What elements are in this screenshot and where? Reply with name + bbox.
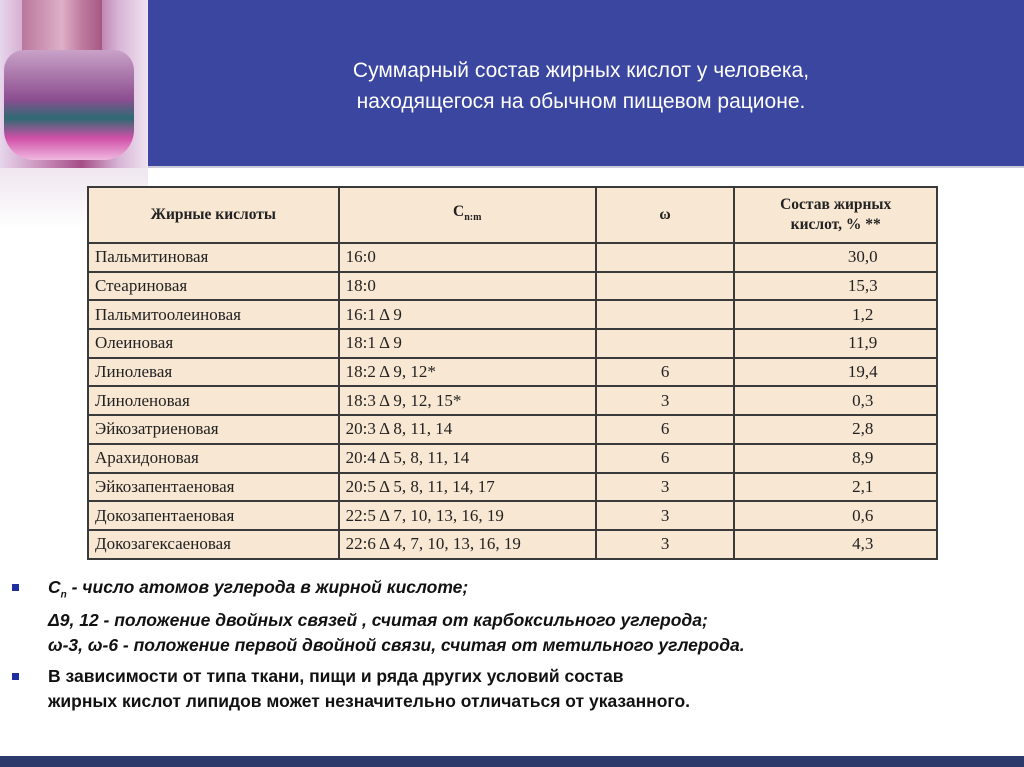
cell-acid-name: Пальмитоолеиновая	[88, 300, 339, 329]
table-row	[88, 300, 937, 329]
header-c: $C_{n:m}$	[339, 187, 596, 243]
cell-composition: 2,8	[734, 415, 937, 444]
cell-composition: 0,3	[734, 386, 937, 415]
cell-composition: 1,2	[734, 300, 937, 329]
table-header-row	[88, 187, 937, 243]
cell-acid-name: Линолевая	[88, 358, 339, 387]
cell-omega: 3	[596, 386, 735, 415]
cell-omega: 3	[596, 501, 735, 530]
flask-image	[0, 0, 148, 168]
cell-omega	[596, 329, 735, 358]
cell-omega: 6	[596, 444, 735, 473]
cell-omega: 3	[596, 530, 735, 559]
cell-composition: 19,4	[734, 358, 937, 387]
cell-c: 16:0	[339, 243, 596, 272]
footer-bar	[0, 756, 1024, 767]
cell-composition: 2,1	[734, 473, 937, 502]
bullet-square-icon	[12, 673, 19, 680]
cell-omega: 6	[596, 415, 735, 444]
table-row	[88, 473, 937, 502]
note-bullet-2: В зависимости от типа ткани, пищи и ряда других условий состав жирных кислот липидов может незначительно отличаться от указанного.	[8, 664, 1008, 714]
cell-c: 20:4 Δ 5, 8, 11, 14	[339, 444, 596, 473]
cell-composition: 8,9	[734, 444, 937, 473]
table-row	[88, 415, 937, 444]
title-line-1: Суммарный состав жирных кислот у человека,	[352, 59, 810, 82]
title-line-2: находящегося на обычном пищевом рационе.	[356, 90, 806, 113]
cell-acid-name: Эйкозапентаеновая	[88, 473, 339, 502]
table-row	[88, 272, 937, 301]
cell-composition: 4,3	[734, 530, 937, 559]
cell-acid-name: Эйкозатриеновая	[88, 415, 339, 444]
table-row	[88, 386, 937, 415]
header-omega: ω	[596, 187, 735, 243]
slide-title	[148, 55, 1024, 117]
table-row	[88, 444, 937, 473]
cell-c: 18:3 Δ 9, 12, 15*	[339, 386, 596, 415]
table-row	[88, 530, 937, 559]
title-banner	[148, 0, 1024, 168]
table-row	[88, 243, 937, 272]
cell-c: 22:5 Δ 7, 10, 13, 16, 19	[339, 501, 596, 530]
cell-acid-name: Докозапентаеновая	[88, 501, 339, 530]
cell-acid-name: Олеиновая	[88, 329, 339, 358]
cell-acid-name: Докозагексаеновая	[88, 530, 339, 559]
cell-omega	[596, 243, 735, 272]
header-acid: Жирные кислоты	[88, 187, 339, 243]
fatty-acids-table	[87, 186, 938, 560]
cell-omega: 3	[596, 473, 735, 502]
cell-c: 18:1 Δ 9	[339, 329, 596, 358]
cell-acid-name: Линоленовая	[88, 386, 339, 415]
note-bullet-1: $C_n$ - число атомов углерода в жирной кислоте; Δ9, 12 - положение двойных связей , считая от карбоксильного углерода; ω-3, ω-6 - положение первой двойной связи, считая от метильного углерода.	[8, 575, 1008, 658]
cell-c: 16:1 Δ 9	[339, 300, 596, 329]
bullet-square-icon	[12, 584, 19, 591]
table-row	[88, 358, 937, 387]
notes-list	[8, 575, 1008, 720]
cell-composition: 11,9	[734, 329, 937, 358]
cell-acid-name: Арахидоновая	[88, 444, 339, 473]
table-row	[88, 501, 937, 530]
cell-omega	[596, 272, 735, 301]
cell-acid-name: Пальмитиновая	[88, 243, 339, 272]
cell-composition: 30,0	[734, 243, 937, 272]
table-row	[88, 329, 937, 358]
cell-acid-name: Стеариновая	[88, 272, 339, 301]
cell-composition: 15,3	[734, 272, 937, 301]
cell-c: 18:2 Δ 9, 12*	[339, 358, 596, 387]
cell-c: 20:5 Δ 5, 8, 11, 14, 17	[339, 473, 596, 502]
cell-c: 20:3 Δ 8, 11, 14	[339, 415, 596, 444]
header-composition: Состав жирных кислот, % **	[734, 187, 937, 243]
cell-omega: 6	[596, 358, 735, 387]
cell-c: 18:0	[339, 272, 596, 301]
cell-composition: 0,6	[734, 501, 937, 530]
cell-c: 22:6 Δ 4, 7, 10, 13, 16, 19	[339, 530, 596, 559]
cell-omega	[596, 300, 735, 329]
